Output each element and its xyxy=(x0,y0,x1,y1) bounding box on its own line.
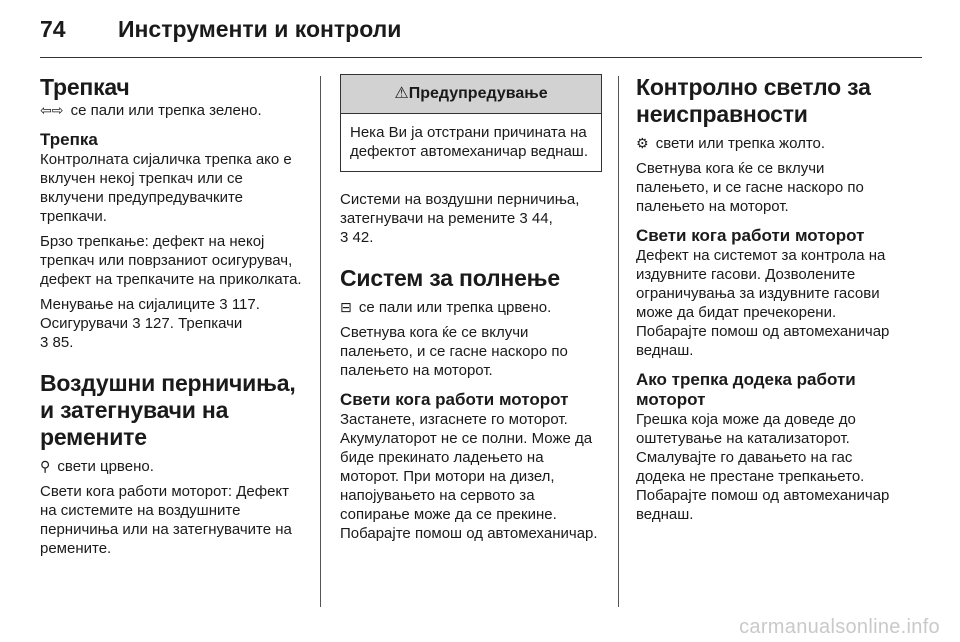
paragraph: Брзо трепкање: дефект на некој трепкач или поврзаниот осигурувач, дефект на трепкачите на приколката. xyxy=(40,233,302,288)
ref-arrow-icon: 3 xyxy=(132,315,141,332)
running-title: Инструменти и контроли xyxy=(118,16,402,42)
ref-arrow-icon: 3 xyxy=(40,334,49,351)
column-1 xyxy=(40,74,302,558)
page-reference-link[interactable]: 117. xyxy=(231,296,260,313)
turn-signal-status: ⇦⇨ се пали или трепка зелено. xyxy=(40,102,262,119)
paragraph: Светнува кога ќе се вклучи палењето, и се гасне наскоро по палењето на моторот. xyxy=(340,324,568,379)
subsection-title-engine-running: Свети кога работи моторот xyxy=(636,226,865,245)
watermark: carmanualsonline.info xyxy=(739,616,940,638)
page-reference-link[interactable]: 42. xyxy=(352,229,374,246)
paragraph: Застанете, изгаснете го моторот. Акумулаторот не се полни. Може да биде прекинато ладењето на моторот. При мотори на дизел, напојувањето на сервото за сопирање може да се прекине. Побарајте помош од автомеханичар. xyxy=(340,411,598,542)
malfunction-status: ⚙ свети или трепка жолто. xyxy=(636,135,826,152)
airbag-icon: ⚲ xyxy=(40,458,51,474)
column-divider-1 xyxy=(320,76,321,607)
paragraph-references: Системи на воздушни перничиња, затегнувачи на ремените 3 44, 3 42. xyxy=(340,191,580,246)
page-number: 74 xyxy=(40,16,66,42)
charging-status: ⊟ се пали или трепка црвено. xyxy=(340,299,552,316)
ref-arrow-icon: 3 xyxy=(519,210,528,227)
page-reference-link[interactable]: 44, xyxy=(531,210,553,227)
paragraph: Свети кога работи моторот: Дефект на системите на воздушните перничиња или на затегнувачите на ремените. xyxy=(40,483,292,557)
section-title-malfunction-light: Контролно светло за неисправности xyxy=(636,74,871,127)
warning-text: Нека Ви ја отстрани причината на дефектот автомеханичар веднаш. xyxy=(350,124,589,160)
warning-box xyxy=(340,74,602,172)
warning-header: ⚠Предупредување xyxy=(341,75,601,114)
paragraph: Контролната сијаличка трепка ако е вклучен некој трепкач или се вклучени предупредувачките трепкачи. xyxy=(40,151,292,225)
column-divider-2 xyxy=(618,76,619,607)
subsection-title-engine-running: Свети кога работи моторот xyxy=(340,390,569,409)
engine-icon: ⚙ xyxy=(636,135,649,151)
paragraph: Грешка која може да доведе до оштетување на катализаторот. Смалувајте го давањето на гас додека не престане трепкањето. Побарајте помош од автомеханичар веднаш. xyxy=(636,411,890,523)
section-title-charging-system: Систем за полнење xyxy=(340,265,560,291)
ref-arrow-icon: 3 xyxy=(340,229,349,246)
paragraph-references: Менување на сијалиците 3 117. Осигурувачи 3 127. Трепкачи 3 85. xyxy=(40,296,260,351)
airbag-status: ⚲ свети црвено. xyxy=(40,458,154,475)
page-reference-link[interactable]: 85. xyxy=(52,334,74,351)
battery-icon: ⊟ xyxy=(340,299,352,315)
ref-arrow-icon: 3 xyxy=(219,296,228,313)
section-title-turn-signal: Трепкач xyxy=(40,74,130,100)
warning-icon: ⚠ xyxy=(394,85,409,102)
page-reference-link[interactable]: 127. Трепкачи xyxy=(144,315,243,332)
subsection-title-flashing-running: Ако трепка додека работи моторот xyxy=(636,370,856,409)
paragraph: Светнува кога ќе се вклучи палењето, и се гасне наскоро по палењето на моторот. xyxy=(636,160,864,215)
paragraph: Дефект на системот за контрола на издувните гасови. Дозволените ограничувања за издувните гасови може да бидат пречекорени. Побарајте помош од автомеханичар веднаш. xyxy=(636,247,890,359)
column-3 xyxy=(636,74,898,524)
header-rule xyxy=(40,57,922,58)
subsection-title-flashing: Трепка xyxy=(40,130,98,149)
section-title-airbags: Воздушни перничиња, и затегнувачи на ремените xyxy=(40,370,296,450)
turn-signal-icon: ⇦⇨ xyxy=(40,102,64,118)
page-header xyxy=(40,16,920,52)
column-2 xyxy=(340,74,602,543)
